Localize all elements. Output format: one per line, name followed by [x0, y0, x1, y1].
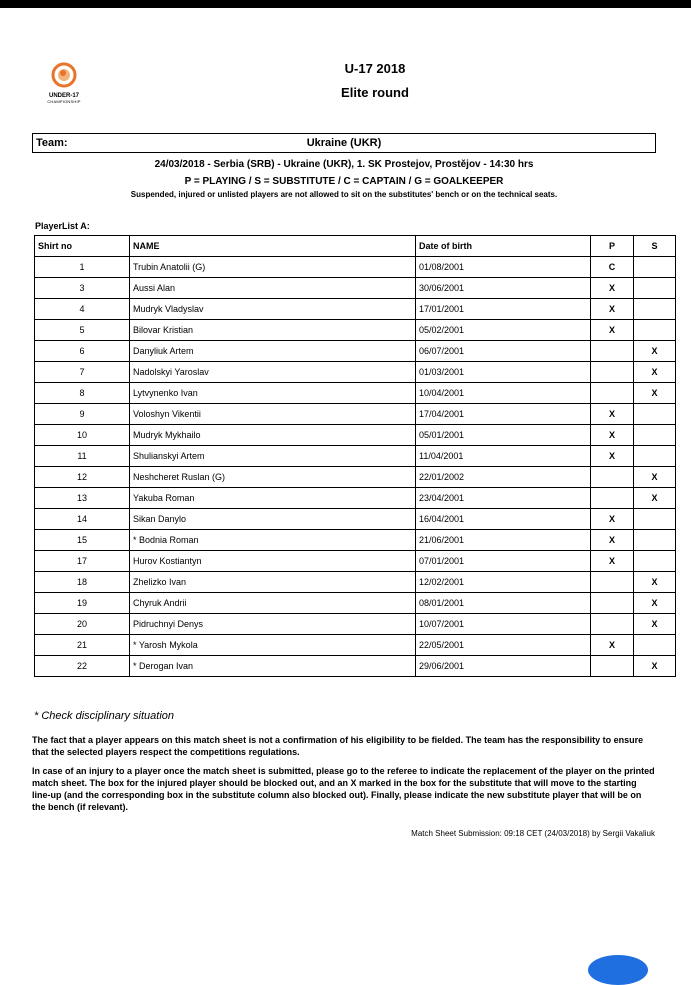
shirt-no: 10	[35, 425, 130, 446]
shirt-no: 1	[35, 257, 130, 278]
date-of-birth: 17/04/2001	[416, 404, 591, 425]
table-header-row	[35, 236, 676, 257]
shirt-no: 8	[35, 383, 130, 404]
col-header-dob: Date of birth	[416, 236, 591, 257]
playing-mark: X	[591, 404, 634, 425]
date-of-birth: 30/06/2001	[416, 278, 591, 299]
player-name: Pidruchnyi Denys	[130, 614, 416, 635]
table-row	[35, 278, 676, 299]
substitute-mark	[634, 635, 676, 656]
table-row	[35, 656, 676, 677]
player-name: Danyliuk Artem	[130, 341, 416, 362]
date-of-birth: 11/04/2001	[416, 446, 591, 467]
date-of-birth: 17/01/2001	[416, 299, 591, 320]
player-name: Neshcheret Ruslan (G)	[130, 467, 416, 488]
table-row	[35, 530, 676, 551]
substitute-mark	[634, 446, 676, 467]
date-of-birth: 29/06/2001	[416, 656, 591, 677]
substitute-mark	[634, 530, 676, 551]
playing-mark	[591, 593, 634, 614]
date-of-birth: 22/05/2001	[416, 635, 591, 656]
table-row	[35, 257, 676, 278]
uefa-u17-logo	[42, 60, 86, 112]
logo-text: UNDER-17	[48, 93, 79, 99]
table-row	[35, 467, 676, 488]
substitute-mark: X	[634, 362, 676, 383]
table-row	[35, 572, 676, 593]
eligibility-paragraph: The fact that a player appears on this match sheet is not a confirmation of his eligibility to be fielded. The team has the responsibility to ensure that the selected players respect the competitions regulations.	[32, 735, 644, 757]
table-row	[35, 341, 676, 362]
player-name: Trubin Anatolii (G)	[130, 257, 416, 278]
legend: P = PLAYING / S = SUBSTITUTE / C = CAPTAIN / G = GOALKEEPER	[184, 176, 504, 187]
player-name: Shulianskyi Artem	[130, 446, 416, 467]
shirt-no: 19	[35, 593, 130, 614]
playing-mark	[591, 467, 634, 488]
date-of-birth: 05/01/2001	[416, 425, 591, 446]
shirt-no: 9	[35, 404, 130, 425]
substitute-mark: X	[634, 656, 676, 677]
shirt-no: 12	[35, 467, 130, 488]
date-of-birth: 16/04/2001	[416, 509, 591, 530]
date-of-birth: 07/01/2001	[416, 551, 591, 572]
shirt-no: 15	[35, 530, 130, 551]
substitute-mark: X	[634, 341, 676, 362]
player-name: Chyruk Andrii	[130, 593, 416, 614]
table-row	[35, 425, 676, 446]
playing-mark: X	[591, 446, 634, 467]
playing-mark	[591, 656, 634, 677]
shirt-no: 6	[35, 341, 130, 362]
player-name: Sikan Danylo	[130, 509, 416, 530]
table-row	[35, 383, 676, 404]
match-info: 24/03/2018 - Serbia (SRB) - Ukraine (UKR), 1. SK Prostejov, Prostějov - 14:30 hrs	[154, 159, 534, 170]
substitute-mark: X	[634, 488, 676, 509]
shirt-no: 13	[35, 488, 130, 509]
playing-mark: X	[591, 530, 634, 551]
substitute-mark	[634, 278, 676, 299]
col-header-shirt: Shirt no	[35, 236, 130, 257]
substitute-mark	[634, 404, 676, 425]
team-label: Team:	[36, 137, 68, 149]
date-of-birth: 08/01/2001	[416, 593, 591, 614]
shirt-no: 22	[35, 656, 130, 677]
playing-mark	[591, 614, 634, 635]
substitute-mark	[634, 425, 676, 446]
date-of-birth: 06/07/2001	[416, 341, 591, 362]
shirt-no: 11	[35, 446, 130, 467]
table-row	[35, 299, 676, 320]
disciplinary-note: * Check disciplinary situation	[34, 710, 175, 722]
shirt-no: 3	[35, 278, 130, 299]
round-title: Elite round	[341, 85, 409, 100]
trophy-ball-icon	[42, 60, 86, 92]
playing-mark	[591, 488, 634, 509]
table-row	[35, 320, 676, 341]
substitute-mark: X	[634, 593, 676, 614]
substitute-mark	[634, 320, 676, 341]
substitute-mark: X	[634, 467, 676, 488]
table-row	[35, 551, 676, 572]
shirt-no: 21	[35, 635, 130, 656]
playing-mark	[591, 383, 634, 404]
player-name: Yakuba Roman	[130, 488, 416, 509]
col-header-p: P	[591, 236, 634, 257]
player-table	[34, 235, 676, 677]
date-of-birth: 12/02/2001	[416, 572, 591, 593]
player-name: Lytvynenko Ivan	[130, 383, 416, 404]
col-header-name: NAME	[130, 236, 416, 257]
shirt-no: 7	[35, 362, 130, 383]
playing-mark	[591, 362, 634, 383]
top-bar	[0, 0, 691, 8]
team-box	[32, 133, 656, 153]
date-of-birth: 21/06/2001	[416, 530, 591, 551]
player-name: Zhelizko Ivan	[130, 572, 416, 593]
col-header-s: S	[634, 236, 676, 257]
floating-action-button[interactable]	[588, 955, 648, 985]
substitute-mark: X	[634, 614, 676, 635]
injury-paragraph: In case of an injury to a player once the match sheet is submitted, please go to the referee to indicate the replacement of the player on the printed match sheet. The box for the injured player should be blocked out, and an X marked in the box for the substitute that will move to the starting line-up (and the corresponding box in the substitute column also blocked out). Finally, please indicate the new substitute player that will be on the bench (if relevant).	[32, 766, 655, 812]
date-of-birth: 22/01/2002	[416, 467, 591, 488]
player-name: Bilovar Kristian	[130, 320, 416, 341]
playing-mark: X	[591, 509, 634, 530]
playing-mark: X	[591, 425, 634, 446]
player-name: * Bodnia Roman	[130, 530, 416, 551]
date-of-birth: 01/08/2001	[416, 257, 591, 278]
submission-footer: Match Sheet Submission: 09:18 CET (24/03/2018) by Sergii Vakaliuk	[411, 829, 655, 838]
shirt-no: 20	[35, 614, 130, 635]
substitute-mark	[634, 509, 676, 530]
bench-note: Suspended, injured or unlisted players are not allowed to sit on the substitutes' bench or on the technical seats.	[130, 190, 558, 199]
competition-title: U-17 2018	[344, 61, 406, 76]
table-row	[35, 593, 676, 614]
substitute-mark: X	[634, 383, 676, 404]
playing-mark: X	[591, 320, 634, 341]
player-name: Voloshyn Vikentii	[130, 404, 416, 425]
playing-mark: X	[591, 635, 634, 656]
player-name: Mudryk Mykhailo	[130, 425, 416, 446]
playing-mark: X	[591, 278, 634, 299]
shirt-no: 4	[35, 299, 130, 320]
table-row	[35, 446, 676, 467]
player-name: Hurov Kostiantyn	[130, 551, 416, 572]
date-of-birth: 05/02/2001	[416, 320, 591, 341]
shirt-no: 5	[35, 320, 130, 341]
player-name: Nadolskyi Yaroslav	[130, 362, 416, 383]
playing-mark	[591, 341, 634, 362]
substitute-mark	[634, 257, 676, 278]
player-list-label: PlayerList A:	[35, 221, 90, 231]
shirt-no: 17	[35, 551, 130, 572]
table-row	[35, 404, 676, 425]
date-of-birth: 10/07/2001	[416, 614, 591, 635]
table-row	[35, 614, 676, 635]
player-name: Aussi Alan	[130, 278, 416, 299]
player-name: * Derogan Ivan	[130, 656, 416, 677]
player-name: Mudryk Vladyslav	[130, 299, 416, 320]
logo-subtext: CHAMPIONSHIP	[47, 99, 81, 104]
playing-mark: X	[591, 551, 634, 572]
date-of-birth: 23/04/2001	[416, 488, 591, 509]
playing-mark	[591, 572, 634, 593]
team-name: Ukraine (UKR)	[306, 137, 382, 149]
substitute-mark	[634, 299, 676, 320]
table-row	[35, 362, 676, 383]
date-of-birth: 10/04/2001	[416, 383, 591, 404]
substitute-mark	[634, 551, 676, 572]
shirt-no: 18	[35, 572, 130, 593]
substitute-mark: X	[634, 572, 676, 593]
playing-mark: X	[591, 299, 634, 320]
player-name: * Yarosh Mykola	[130, 635, 416, 656]
date-of-birth: 01/03/2001	[416, 362, 591, 383]
playing-mark: C	[591, 257, 634, 278]
table-row	[35, 509, 676, 530]
table-row	[35, 635, 676, 656]
table-row	[35, 488, 676, 509]
shirt-no: 14	[35, 509, 130, 530]
